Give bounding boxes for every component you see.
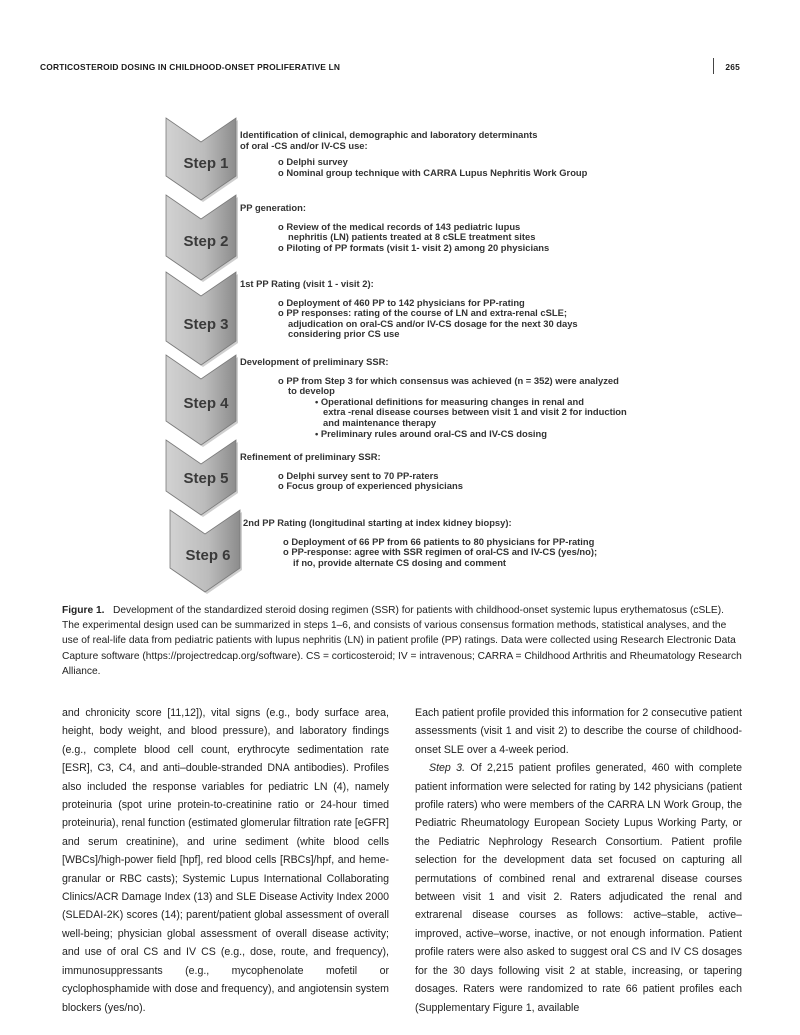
step-5-label: Step 5	[183, 470, 229, 487]
step-6-text	[243, 518, 597, 568]
body-right-paragraph-1: Each patient profile provided this information for 2 consecutive patient assessments (visit 1 and visit 2) to describe the course of childhood-onset SLE over a 4-week period.	[415, 707, 742, 756]
step-5-item-1: o Delphi survey sent to 70 PP-raters	[278, 469, 439, 481]
step-3-heading: 1st PP Rating (visit 1 - visit 2):	[240, 278, 374, 289]
step-4-bullet-2: • Preliminary rules around oral-CS and IV-CS dosing	[315, 427, 547, 439]
step-2-item-2: o Piloting of PP formats (visit 1- visit 2) among 20 physicians	[278, 241, 550, 253]
step-1-text	[240, 130, 587, 178]
step-2-text	[240, 203, 549, 253]
caption-text: Development of the standardized steroid dosing regimen (SSR) for patients with childhood-onset systemic lupus erythematosus (cSLE). The experimental design used can be summarized in steps 1–6, and consists of various consensus formation methods, statistical analyses, and the use of real-life data from pediatric patients with lupus nephritis (LN) in patient profile (PP) ratings. Data were collected using Research Electronic Data Capture software (https://projectredcap.org/software). CS = corticosteroid; IV = intravenous; CARRA = Childhood Arthritis and Rheumatology Research Alliance.	[62, 605, 742, 677]
step-4-item-1-cont: to develop	[288, 385, 335, 397]
step-4-bullet-1-cont-1: extra -renal disease courses between visit 1 and visit 2 for induction	[323, 406, 627, 418]
page-number: 265	[725, 62, 740, 72]
step-4-text	[240, 357, 627, 439]
step-6-item-2-cont: if no, provide alternate CS dosing and comment	[293, 556, 507, 568]
step-3-label: Step 3	[183, 316, 229, 333]
figure-caption	[62, 603, 742, 679]
step-5-heading: Refinement of preliminary SSR:	[240, 451, 381, 462]
step-4-item-1: o PP from Step 3 for which consensus was achieved (n = 352) were analyzed	[278, 374, 619, 386]
step-4-bullet-1-cont-2: and maintenance therapy	[323, 416, 437, 428]
step-6-label: Step 6	[185, 547, 231, 564]
step-1-heading-line-1: Identification of clinical, demographic and laboratory determinants	[240, 129, 538, 140]
body-right-column	[415, 704, 742, 1017]
step-2-item-1-cont: nephritis (LN) patients treated at 8 cSLE treatment sites	[288, 231, 536, 243]
body-left-paragraph: and chronicity score [11,12]), vital signs (e.g., body surface area, height, body weight, and blood pressure), and laboratory findings (e.g., complete blood cell count, erythrocyte sedimentation rate [ESR], C3, C4, and anti–double-stranded DNA antibodies). Profiles also included the response variables for pediatric LN (4), namely proteinuria (spot urine protein-to-creatinine ratio or 24-hour timed proteinuria), renal function (estimated glomerular filtration rate [eGFR] and serum creatinine), and urine sediment (white blood cells [WBCs]/high-power field [hpf], red blood cells [RBCs]/hpf, and heme-granular or RBC casts); Systemic Lupus International Collaborating Clinics/ACR Damage Index (13) and SLE Disease Activity Index 2000 (SLEDAI-2K) scores (14); parent/patient global assessment of overall well-being; physician global assessment of overall disease activity; and use of oral CS and IV CS (e.g., dose, route, and frequency), immunosuppressants (e.g., mycophenolate mofetil or cyclophosphamide with dose and frequency), and angiotensin system blockers (yes/no).	[62, 707, 389, 1014]
step-1-heading-line-2: of oral -CS and/or IV-CS use:	[240, 139, 368, 151]
step-2-item-1: o Review of the medical records of 143 pediatric lupus	[278, 220, 521, 232]
step-3-paragraph-text: Of 2,215 patient profiles generated, 460 with complete patient information were selected for rating by 142 physicians (patient profile raters) who were members of the CARRA LN Work Group, the Pediatric Rheumatology European Society Lupus Working Party, or the Pediatric Nephrology Research Consortium. Patient profile selection for the development data set focused on capturing all permutations of combined renal and extrarenal disease courses between visit 1 and visit 2. Raters adjudicated the renal and extrarenal disease courses as follows: active–stable, active–improved, active–worse, inactive, or not enough information. Patient profile raters were also asked to suggest oral CS and IV CS dosages for the 30 days following visit 2 at stable, increasing, or tapering dosages. Raters were randomized to rate 66 patient profiles each (Supplementary Figure 1, available	[415, 762, 742, 1014]
step-1-item-2: o Nominal group technique with CARRA Lupus Nephritis Work Group	[278, 166, 588, 178]
step-3-text	[240, 279, 578, 340]
body-left-column	[62, 704, 389, 1017]
step-2-label: Step 2	[183, 233, 229, 250]
step-1-item-1: o Delphi survey	[278, 156, 348, 168]
running-title: CORTICOSTEROID DOSING IN CHILDHOOD-ONSET PROLIFERATIVE LN	[40, 62, 341, 72]
step-6-heading: 2nd PP Rating (longitudinal starting at index kidney biopsy):	[243, 517, 512, 528]
step-4-bullet-1: • Operational definitions for measuring changes in renal and	[315, 395, 584, 407]
step-3-item-2-cont-1: adjudication on oral-CS and/or IV-CS dosage for the next 30 days	[288, 317, 578, 329]
step-2-heading: PP generation:	[240, 202, 306, 213]
step-3-item-2-cont-2: considering prior CS use	[288, 328, 400, 340]
step-4-heading: Development of preliminary SSR:	[240, 356, 389, 367]
caption-label: Figure 1.	[62, 605, 105, 616]
step-6-item-2: o PP-response: agree with SSR regimen of oral-CS and IV-CS (yes/no);	[283, 546, 598, 558]
step-3-item-1: o Deployment of 460 PP to 142 physicians for PP-rating	[278, 296, 525, 308]
step-3-item-2: o PP responses: rating of the course of LN and extra-renal cSLE;	[278, 307, 567, 319]
step-5-text	[240, 452, 463, 492]
step-3-lead: Step 3.	[429, 762, 466, 775]
step-5-item-2: o Focus group of experienced physicians	[278, 480, 463, 492]
step-6-item-1: o Deployment of 66 PP from 66 patients to 80 physicians for PP-rating	[283, 535, 595, 547]
step-1-label: Step 1	[183, 155, 229, 172]
step-4-label: Step 4	[183, 395, 229, 412]
body-right-paragraph-2	[415, 759, 742, 1017]
